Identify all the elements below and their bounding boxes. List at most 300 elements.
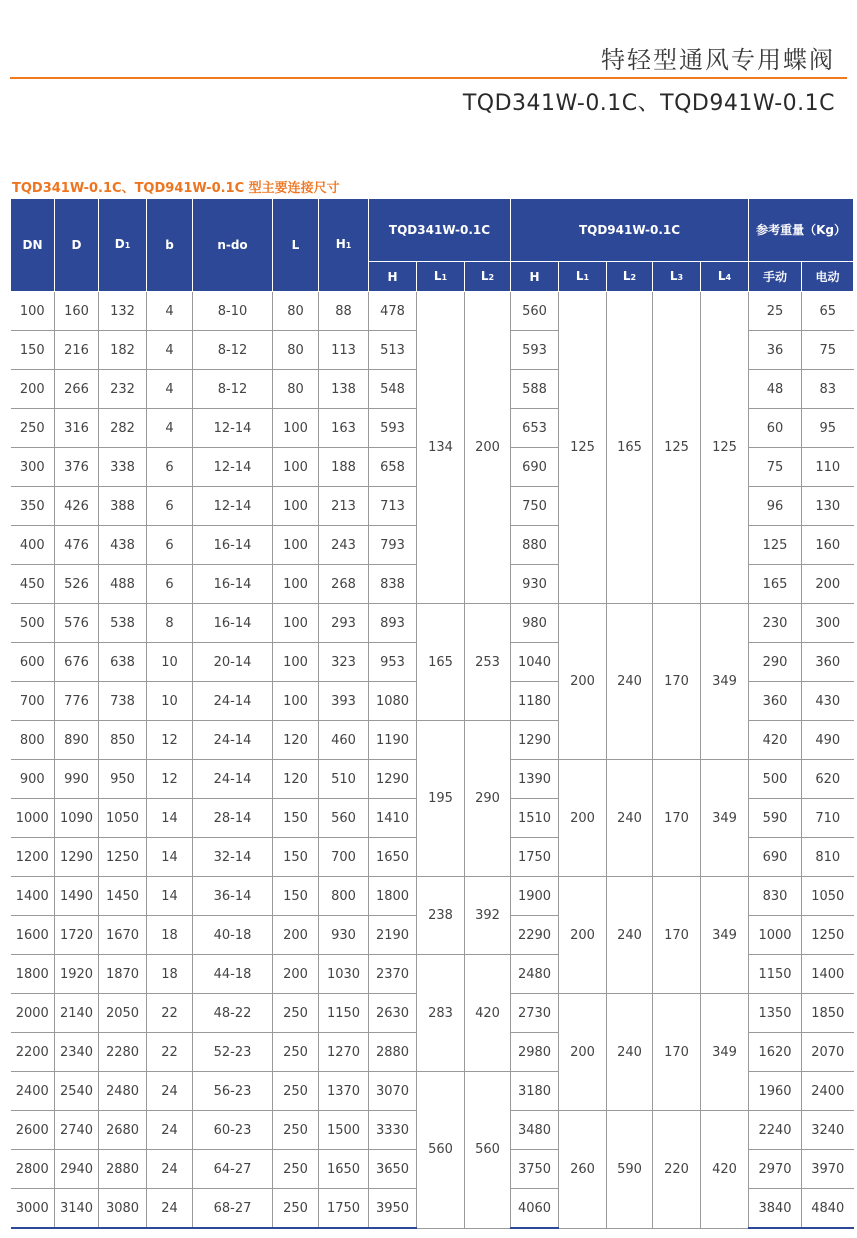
cell-941-h: 3480 bbox=[511, 1111, 559, 1150]
cell-341-h: 478 bbox=[369, 292, 417, 331]
cell-941-l3: 220 bbox=[653, 1111, 701, 1229]
cell-941-h: 750 bbox=[511, 487, 559, 526]
cell-h1: 268 bbox=[319, 565, 369, 604]
cell-l: 250 bbox=[273, 1072, 319, 1111]
cell-341-h: 593 bbox=[369, 409, 417, 448]
cell-d1: 1050 bbox=[99, 799, 147, 838]
cell-941-l2: 240 bbox=[607, 760, 653, 877]
cell-dn: 2400 bbox=[11, 1072, 55, 1111]
cell-341-h: 548 bbox=[369, 370, 417, 409]
cell-d: 576 bbox=[55, 604, 99, 643]
cell-weight-manual: 2240 bbox=[749, 1111, 802, 1150]
cell-l: 100 bbox=[273, 487, 319, 526]
cell-b: 10 bbox=[147, 643, 193, 682]
cell-941-l2: 240 bbox=[607, 994, 653, 1111]
cell-941-l4: 349 bbox=[701, 760, 749, 877]
cell-b: 6 bbox=[147, 565, 193, 604]
cell-341-h: 793 bbox=[369, 526, 417, 565]
cell-h1: 188 bbox=[319, 448, 369, 487]
cell-941-l4: 349 bbox=[701, 994, 749, 1111]
cell-l: 250 bbox=[273, 1150, 319, 1189]
cell-d: 1490 bbox=[55, 877, 99, 916]
cell-341-l1: 165 bbox=[417, 604, 465, 721]
cell-341-h: 3650 bbox=[369, 1150, 417, 1189]
cell-h1: 1270 bbox=[319, 1033, 369, 1072]
cell-d: 160 bbox=[55, 292, 99, 331]
cell-weight-electric: 160 bbox=[802, 526, 854, 565]
cell-weight-manual: 290 bbox=[749, 643, 802, 682]
cell-941-h: 1180 bbox=[511, 682, 559, 721]
cell-941-h: 560 bbox=[511, 292, 559, 331]
header-941-l3 bbox=[653, 262, 701, 292]
header-941-h: H bbox=[511, 262, 559, 292]
cell-d: 2540 bbox=[55, 1072, 99, 1111]
cell-d1: 182 bbox=[99, 331, 147, 370]
cell-941-l3: 170 bbox=[653, 604, 701, 760]
cell-d1: 2680 bbox=[99, 1111, 147, 1150]
orange-divider bbox=[10, 77, 847, 79]
cell-weight-electric: 75 bbox=[802, 331, 854, 370]
cell-d1: 3080 bbox=[99, 1189, 147, 1229]
cell-weight-electric: 65 bbox=[802, 292, 854, 331]
cell-341-l1: 238 bbox=[417, 877, 465, 955]
cell-d: 376 bbox=[55, 448, 99, 487]
header-341-l2-sub: 2 bbox=[488, 272, 495, 282]
cell-weight-electric: 200 bbox=[802, 565, 854, 604]
cell-d: 2940 bbox=[55, 1150, 99, 1189]
cell-941-l2: 240 bbox=[607, 604, 653, 760]
cell-341-l2: 392 bbox=[465, 877, 511, 955]
cell-l: 100 bbox=[273, 643, 319, 682]
cell-dn: 100 bbox=[11, 292, 55, 331]
cell-dn: 2600 bbox=[11, 1111, 55, 1150]
cell-h1: 1750 bbox=[319, 1189, 369, 1229]
cell-weight-manual: 75 bbox=[749, 448, 802, 487]
header-941-l4-main: L bbox=[717, 268, 726, 283]
cell-weight-manual: 2970 bbox=[749, 1150, 802, 1189]
cell-941-h: 2730 bbox=[511, 994, 559, 1033]
cell-341-h: 2370 bbox=[369, 955, 417, 994]
cell-b: 22 bbox=[147, 1033, 193, 1072]
header-n-do: n-do bbox=[193, 199, 273, 292]
cell-h1: 1030 bbox=[319, 955, 369, 994]
cell-weight-electric: 620 bbox=[802, 760, 854, 799]
cell-n-do: 64-27 bbox=[193, 1150, 273, 1189]
cell-941-h: 1390 bbox=[511, 760, 559, 799]
cell-h1: 930 bbox=[319, 916, 369, 955]
cell-weight-electric: 360 bbox=[802, 643, 854, 682]
cell-941-h: 2980 bbox=[511, 1033, 559, 1072]
cell-341-l1: 283 bbox=[417, 955, 465, 1072]
cell-h1: 510 bbox=[319, 760, 369, 799]
header-weight-manual: 手动 bbox=[749, 262, 802, 292]
cell-dn: 1800 bbox=[11, 955, 55, 994]
cell-941-h: 1750 bbox=[511, 838, 559, 877]
cell-h1: 138 bbox=[319, 370, 369, 409]
cell-341-h: 3330 bbox=[369, 1111, 417, 1150]
cell-941-l1: 260 bbox=[559, 1111, 607, 1229]
cell-weight-manual: 590 bbox=[749, 799, 802, 838]
cell-h1: 113 bbox=[319, 331, 369, 370]
cell-dn: 2000 bbox=[11, 994, 55, 1033]
cell-941-l3: 170 bbox=[653, 877, 701, 994]
table-row bbox=[11, 604, 854, 643]
cell-weight-manual: 165 bbox=[749, 565, 802, 604]
cell-h1: 460 bbox=[319, 721, 369, 760]
cell-l: 250 bbox=[273, 1189, 319, 1229]
cell-weight-manual: 1350 bbox=[749, 994, 802, 1033]
cell-h1: 243 bbox=[319, 526, 369, 565]
cell-l: 120 bbox=[273, 760, 319, 799]
cell-d: 1920 bbox=[55, 955, 99, 994]
cell-weight-electric: 1050 bbox=[802, 877, 854, 916]
cell-weight-manual: 420 bbox=[749, 721, 802, 760]
cell-weight-manual: 1150 bbox=[749, 955, 802, 994]
cell-341-l2: 253 bbox=[465, 604, 511, 721]
cell-d1: 1450 bbox=[99, 877, 147, 916]
cell-941-h: 980 bbox=[511, 604, 559, 643]
cell-dn: 1200 bbox=[11, 838, 55, 877]
cell-l: 100 bbox=[273, 448, 319, 487]
cell-b: 18 bbox=[147, 916, 193, 955]
cell-941-l3: 170 bbox=[653, 994, 701, 1111]
cell-l: 80 bbox=[273, 292, 319, 331]
cell-d1: 1250 bbox=[99, 838, 147, 877]
cell-weight-manual: 230 bbox=[749, 604, 802, 643]
header-941-l1-main: L bbox=[575, 268, 584, 283]
cell-d: 1720 bbox=[55, 916, 99, 955]
cell-l: 150 bbox=[273, 838, 319, 877]
cell-941-l3: 170 bbox=[653, 760, 701, 877]
cell-b: 4 bbox=[147, 370, 193, 409]
cell-dn: 450 bbox=[11, 565, 55, 604]
cell-dn: 200 bbox=[11, 370, 55, 409]
header-h1-main: H bbox=[335, 237, 346, 251]
cell-weight-manual: 60 bbox=[749, 409, 802, 448]
cell-weight-manual: 96 bbox=[749, 487, 802, 526]
cell-n-do: 20-14 bbox=[193, 643, 273, 682]
cell-341-h: 838 bbox=[369, 565, 417, 604]
cell-d1: 2880 bbox=[99, 1150, 147, 1189]
cell-941-h: 2290 bbox=[511, 916, 559, 955]
cell-341-h: 1800 bbox=[369, 877, 417, 916]
cell-b: 24 bbox=[147, 1189, 193, 1229]
header-group-weight: 参考重量（Kg） bbox=[749, 199, 854, 262]
cell-weight-electric: 1250 bbox=[802, 916, 854, 955]
cell-n-do: 60-23 bbox=[193, 1111, 273, 1150]
cell-d: 1090 bbox=[55, 799, 99, 838]
cell-941-h: 1510 bbox=[511, 799, 559, 838]
dimension-table bbox=[10, 198, 854, 1229]
header-341-l2 bbox=[465, 262, 511, 292]
cell-dn: 150 bbox=[11, 331, 55, 370]
cell-weight-electric: 2070 bbox=[802, 1033, 854, 1072]
cell-dn: 400 bbox=[11, 526, 55, 565]
cell-941-h: 690 bbox=[511, 448, 559, 487]
cell-d: 316 bbox=[55, 409, 99, 448]
cell-weight-electric: 810 bbox=[802, 838, 854, 877]
cell-941-h: 593 bbox=[511, 331, 559, 370]
cell-941-h: 3750 bbox=[511, 1150, 559, 1189]
cell-weight-electric: 95 bbox=[802, 409, 854, 448]
cell-d: 890 bbox=[55, 721, 99, 760]
cell-weight-electric: 3970 bbox=[802, 1150, 854, 1189]
model-subtitle: TQD341W-0.1C、TQD941W-0.1C bbox=[462, 91, 835, 116]
cell-h1: 560 bbox=[319, 799, 369, 838]
cell-weight-electric: 300 bbox=[802, 604, 854, 643]
cell-weight-electric: 130 bbox=[802, 487, 854, 526]
cell-weight-electric: 3240 bbox=[802, 1111, 854, 1150]
cell-341-h: 513 bbox=[369, 331, 417, 370]
cell-d1: 2280 bbox=[99, 1033, 147, 1072]
cell-l: 150 bbox=[273, 799, 319, 838]
cell-h1: 213 bbox=[319, 487, 369, 526]
cell-weight-manual: 125 bbox=[749, 526, 802, 565]
cell-n-do: 8-10 bbox=[193, 292, 273, 331]
cell-n-do: 44-18 bbox=[193, 955, 273, 994]
cell-h1: 163 bbox=[319, 409, 369, 448]
header-341-l1-sub: 1 bbox=[441, 272, 448, 282]
cell-341-h: 1080 bbox=[369, 682, 417, 721]
cell-dn: 2200 bbox=[11, 1033, 55, 1072]
cell-weight-manual: 1000 bbox=[749, 916, 802, 955]
cell-d: 676 bbox=[55, 643, 99, 682]
cell-941-l3: 125 bbox=[653, 292, 701, 604]
cell-weight-manual: 500 bbox=[749, 760, 802, 799]
cell-d1: 438 bbox=[99, 526, 147, 565]
cell-h1: 393 bbox=[319, 682, 369, 721]
cell-d1: 232 bbox=[99, 370, 147, 409]
cell-941-h: 1290 bbox=[511, 721, 559, 760]
cell-941-l1: 200 bbox=[559, 604, 607, 760]
cell-d: 2340 bbox=[55, 1033, 99, 1072]
cell-l: 100 bbox=[273, 526, 319, 565]
cell-h1: 293 bbox=[319, 604, 369, 643]
cell-weight-electric: 2400 bbox=[802, 1072, 854, 1111]
cell-941-l4: 125 bbox=[701, 292, 749, 604]
cell-dn: 250 bbox=[11, 409, 55, 448]
cell-d: 2740 bbox=[55, 1111, 99, 1150]
cell-b: 4 bbox=[147, 292, 193, 331]
header-group-tqd941: TQD941W-0.1C bbox=[511, 199, 749, 262]
cell-h1: 800 bbox=[319, 877, 369, 916]
cell-341-l1: 195 bbox=[417, 721, 465, 877]
header-d1 bbox=[99, 199, 147, 292]
cell-341-l1: 560 bbox=[417, 1072, 465, 1229]
cell-b: 18 bbox=[147, 955, 193, 994]
cell-d1: 388 bbox=[99, 487, 147, 526]
cell-341-h: 1410 bbox=[369, 799, 417, 838]
cell-b: 6 bbox=[147, 487, 193, 526]
cell-941-h: 1040 bbox=[511, 643, 559, 682]
cell-dn: 500 bbox=[11, 604, 55, 643]
cell-n-do: 12-14 bbox=[193, 409, 273, 448]
cell-d: 426 bbox=[55, 487, 99, 526]
cell-n-do: 24-14 bbox=[193, 760, 273, 799]
cell-341-l1: 134 bbox=[417, 292, 465, 604]
cell-d: 266 bbox=[55, 370, 99, 409]
cell-d: 1290 bbox=[55, 838, 99, 877]
header-h1 bbox=[319, 199, 369, 292]
cell-weight-manual: 360 bbox=[749, 682, 802, 721]
cell-weight-manual: 3840 bbox=[749, 1189, 802, 1229]
cell-n-do: 24-14 bbox=[193, 721, 273, 760]
cell-h1: 1650 bbox=[319, 1150, 369, 1189]
header-h1-sub: 1 bbox=[345, 241, 352, 250]
cell-941-l1: 200 bbox=[559, 760, 607, 877]
cell-941-l4: 420 bbox=[701, 1111, 749, 1229]
cell-dn: 1000 bbox=[11, 799, 55, 838]
cell-h1: 1370 bbox=[319, 1072, 369, 1111]
cell-dn: 700 bbox=[11, 682, 55, 721]
cell-n-do: 12-14 bbox=[193, 448, 273, 487]
cell-941-l1: 125 bbox=[559, 292, 607, 604]
cell-d: 216 bbox=[55, 331, 99, 370]
cell-341-h: 1190 bbox=[369, 721, 417, 760]
cell-dn: 600 bbox=[11, 643, 55, 682]
cell-341-l2: 290 bbox=[465, 721, 511, 877]
cell-d1: 738 bbox=[99, 682, 147, 721]
cell-941-h: 930 bbox=[511, 565, 559, 604]
cell-d1: 2480 bbox=[99, 1072, 147, 1111]
cell-d: 476 bbox=[55, 526, 99, 565]
header-group-tqd341: TQD341W-0.1C bbox=[369, 199, 511, 262]
header-d: D bbox=[55, 199, 99, 292]
table-body bbox=[11, 292, 854, 1229]
cell-dn: 1400 bbox=[11, 877, 55, 916]
cell-341-h: 713 bbox=[369, 487, 417, 526]
cell-d1: 282 bbox=[99, 409, 147, 448]
header-341-l1 bbox=[417, 262, 465, 292]
cell-d: 2140 bbox=[55, 994, 99, 1033]
cell-341-h: 893 bbox=[369, 604, 417, 643]
cell-l: 250 bbox=[273, 1111, 319, 1150]
cell-h1: 323 bbox=[319, 643, 369, 682]
header-341-l1-main: L bbox=[433, 268, 442, 283]
cell-dn: 350 bbox=[11, 487, 55, 526]
cell-l: 100 bbox=[273, 604, 319, 643]
header-341-l2-main: L bbox=[480, 268, 489, 283]
cell-l: 120 bbox=[273, 721, 319, 760]
cell-941-h: 2480 bbox=[511, 955, 559, 994]
cell-b: 14 bbox=[147, 877, 193, 916]
cell-d: 990 bbox=[55, 760, 99, 799]
cell-941-h: 4060 bbox=[511, 1189, 559, 1229]
cell-d1: 850 bbox=[99, 721, 147, 760]
cell-weight-electric: 110 bbox=[802, 448, 854, 487]
header-b: b bbox=[147, 199, 193, 292]
header-341-h: H bbox=[369, 262, 417, 292]
cell-weight-manual: 48 bbox=[749, 370, 802, 409]
cell-weight-electric: 1850 bbox=[802, 994, 854, 1033]
cell-941-h: 588 bbox=[511, 370, 559, 409]
cell-d1: 2050 bbox=[99, 994, 147, 1033]
cell-941-l2: 165 bbox=[607, 292, 653, 604]
cell-dn: 3000 bbox=[11, 1189, 55, 1229]
cell-341-h: 1290 bbox=[369, 760, 417, 799]
cell-341-h: 1650 bbox=[369, 838, 417, 877]
cell-n-do: 12-14 bbox=[193, 487, 273, 526]
cell-l: 100 bbox=[273, 409, 319, 448]
cell-l: 80 bbox=[273, 370, 319, 409]
cell-l: 80 bbox=[273, 331, 319, 370]
header-941-l2 bbox=[607, 262, 653, 292]
cell-l: 150 bbox=[273, 877, 319, 916]
cell-d1: 132 bbox=[99, 292, 147, 331]
cell-weight-manual: 1620 bbox=[749, 1033, 802, 1072]
cell-dn: 300 bbox=[11, 448, 55, 487]
header-941-l3-main: L bbox=[669, 268, 678, 283]
cell-weight-electric: 430 bbox=[802, 682, 854, 721]
header-d1-main: D bbox=[114, 237, 125, 251]
cell-l: 200 bbox=[273, 916, 319, 955]
header-dn: DN bbox=[11, 199, 55, 292]
cell-weight-manual: 36 bbox=[749, 331, 802, 370]
cell-941-l4: 349 bbox=[701, 604, 749, 760]
cell-b: 12 bbox=[147, 721, 193, 760]
cell-d1: 1670 bbox=[99, 916, 147, 955]
cell-d1: 488 bbox=[99, 565, 147, 604]
cell-d: 526 bbox=[55, 565, 99, 604]
cell-b: 6 bbox=[147, 448, 193, 487]
cell-n-do: 68-27 bbox=[193, 1189, 273, 1229]
cell-341-h: 658 bbox=[369, 448, 417, 487]
cell-d: 3140 bbox=[55, 1189, 99, 1229]
cell-d1: 638 bbox=[99, 643, 147, 682]
cell-941-h: 880 bbox=[511, 526, 559, 565]
cell-341-h: 2630 bbox=[369, 994, 417, 1033]
cell-d1: 538 bbox=[99, 604, 147, 643]
cell-b: 4 bbox=[147, 409, 193, 448]
cell-n-do: 40-18 bbox=[193, 916, 273, 955]
header-weight-electric: 电动 bbox=[802, 262, 854, 292]
cell-941-l2: 240 bbox=[607, 877, 653, 994]
cell-b: 24 bbox=[147, 1072, 193, 1111]
cell-b: 12 bbox=[147, 760, 193, 799]
cell-n-do: 24-14 bbox=[193, 682, 273, 721]
cell-weight-electric: 4840 bbox=[802, 1189, 854, 1229]
cell-b: 14 bbox=[147, 838, 193, 877]
cell-weight-electric: 710 bbox=[802, 799, 854, 838]
cell-941-l1: 200 bbox=[559, 994, 607, 1111]
cell-weight-manual: 25 bbox=[749, 292, 802, 331]
header-941-l4-sub: 4 bbox=[725, 272, 732, 282]
cell-341-l2: 560 bbox=[465, 1072, 511, 1229]
cell-d1: 1870 bbox=[99, 955, 147, 994]
cell-dn: 2800 bbox=[11, 1150, 55, 1189]
cell-d1: 950 bbox=[99, 760, 147, 799]
header-941-l1-sub: 1 bbox=[583, 272, 590, 282]
table-row bbox=[11, 877, 854, 916]
header-941-l2-main: L bbox=[622, 268, 631, 283]
cell-dn: 900 bbox=[11, 760, 55, 799]
cell-l: 100 bbox=[273, 565, 319, 604]
cell-n-do: 8-12 bbox=[193, 370, 273, 409]
cell-weight-manual: 1960 bbox=[749, 1072, 802, 1111]
cell-l: 250 bbox=[273, 1033, 319, 1072]
cell-l: 100 bbox=[273, 682, 319, 721]
cell-941-h: 3180 bbox=[511, 1072, 559, 1111]
table-caption: TQD341W-0.1C、TQD941W-0.1C 型主要连接尺寸 bbox=[12, 181, 340, 196]
cell-b: 24 bbox=[147, 1150, 193, 1189]
header-l: L bbox=[273, 199, 319, 292]
cell-341-l2: 200 bbox=[465, 292, 511, 604]
cell-n-do: 16-14 bbox=[193, 565, 273, 604]
cell-341-l2: 420 bbox=[465, 955, 511, 1072]
cell-dn: 1600 bbox=[11, 916, 55, 955]
cell-941-l2: 590 bbox=[607, 1111, 653, 1229]
cell-h1: 1150 bbox=[319, 994, 369, 1033]
